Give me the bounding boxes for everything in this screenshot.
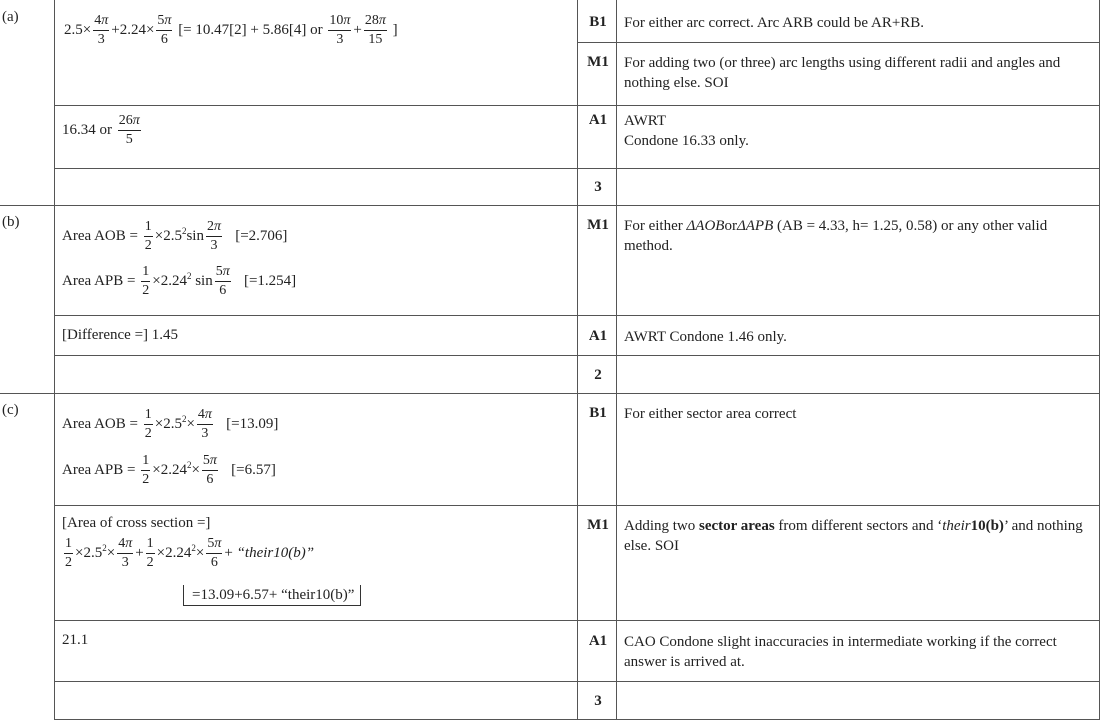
guidance-note: AWRT Condone 16.33 only. <box>624 113 749 150</box>
part-label-b: (b) <box>2 214 20 230</box>
guidance-note: For adding two (or three) arc lengths using different radii and angles and nothing else. SOI <box>624 55 1061 92</box>
mark-code: A1 <box>588 112 608 128</box>
guidance-note: For either sector area correct <box>624 406 797 422</box>
mark-code: A1 <box>588 633 608 649</box>
part-total: 3 <box>594 693 602 709</box>
column-divider <box>54 0 55 720</box>
column-divider <box>577 0 578 720</box>
mark-code: M1 <box>587 517 609 533</box>
triangle-area-apb: Area APB = $\frac{1}{2}$ $\times 2.24^2$ sin $\frac{5\pi}{6}$ [=1.254] <box>62 264 297 298</box>
sector-area-apb: Area APB = $\frac{1}{2}$ $\times 2.24^2\times$ $\frac{5\pi}{6}$ [=6.57] <box>62 453 276 487</box>
row-divider <box>54 719 1099 720</box>
mark-code: B1 <box>589 405 607 421</box>
mark-code: M1 <box>587 54 609 70</box>
difference-answer: [Difference =] 1.45 <box>62 327 179 343</box>
row-divider <box>54 315 1099 316</box>
part-label-c: (c) <box>2 402 19 418</box>
row-divider <box>577 42 1099 43</box>
row-divider <box>54 105 1099 106</box>
part-total: 3 <box>594 179 602 195</box>
cross-section-label: [Area of cross section =] <box>62 515 211 531</box>
part-total: 2 <box>594 367 602 383</box>
column-divider <box>616 0 617 720</box>
cross-section-sum: =13.09+6.57+ “their10(b)” <box>183 585 361 606</box>
guidance-note: For either ΔAOBorΔAPB (AB = 4.33, h= 1.25, 0.58) or any other valid method. <box>624 218 1048 255</box>
triangle-area-aob: Area AOB = $\frac{1}{2}$ $\times 2.5^2\sin$ $\frac{2\pi}{3}$ [=2.706] <box>62 219 288 253</box>
cross-section-working: $\frac{1}{2}$ $\times 2.5^2\times$ $\frac{4\pi}{3}$ + $\frac{1}{2}$ $\times 2.24^2\times$ $\frac{5\pi}{6}$ + “their10(b)” <box>65 536 315 570</box>
arc-length-answer: 16.34 or $\frac{26\pi}{5}$ <box>62 113 140 147</box>
row-divider <box>54 168 1099 169</box>
row-divider <box>54 681 1099 682</box>
mark-code: A1 <box>588 328 608 344</box>
row-divider <box>54 505 1099 506</box>
guidance-note: Adding two sector areas from different sectors and ‘their10(b)’ and nothing else. SOI <box>624 518 1083 555</box>
row-divider <box>54 355 1099 356</box>
mark-code: M1 <box>587 217 609 233</box>
mark-code: B1 <box>589 14 607 30</box>
final-answer: 21.1 <box>62 632 89 648</box>
row-divider <box>54 620 1099 621</box>
guidance-note: For either arc correct. Arc ARB could be AR+RB. <box>624 15 925 31</box>
part-label-a: (a) <box>2 9 19 25</box>
arc-length-working: 2.5× $\frac{4\pi}{3}$ +2.24× $\frac{5\pi}{6}$ [= 10.47[2] + 5.86[4] or $\frac{10\pi}{3}$ + $\frac{28\pi}{15}$ ] <box>64 13 398 47</box>
row-divider <box>0 205 1099 206</box>
guidance-note: AWRT Condone 1.46 only. <box>624 329 787 345</box>
guidance-note: CAO Condone slight inaccuracies in intermediate working if the correct answer is arrived at. <box>624 634 1057 671</box>
sector-area-aob: Area AOB = $\frac{1}{2}$ $\times 2.5^2\times$ $\frac{4\pi}{3}$ [=13.09] <box>62 407 279 441</box>
row-divider <box>0 393 1099 394</box>
